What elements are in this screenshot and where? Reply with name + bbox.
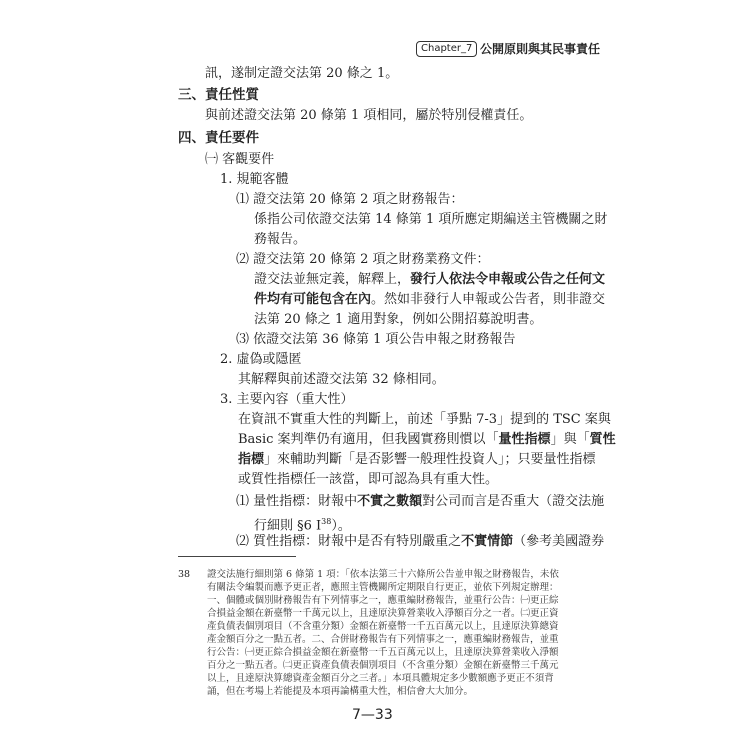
item-1-2-text-b: 件均有可能包含在內。然如非發行人申報或公告者，則非證交 <box>254 292 606 307</box>
section3-heading: 三、責任性質 <box>178 87 259 103</box>
footnote-number: 38 <box>178 569 191 580</box>
item-3-text-d: 或質性指標任一該當，即可認為具有重大性。 <box>238 472 499 487</box>
chapter-label: Chapter_7 <box>416 41 477 57</box>
item-1-2-heading: ⑵ 證交法第 20 條第 2 項之財務業務文件： <box>236 252 490 267</box>
item-3-2-quality: ⑵ 質性指標：財報中是否有特別嚴重之不實情節（參考美國證券 <box>236 534 605 549</box>
item-3-text-a: 在資訊不實重大性的判斷上，前述「爭點 7-3」提到的 TSC 案與 <box>238 412 611 427</box>
item-1-2-text-c: 法第 20 條之 1 適用對象，例如公開招募說明書。 <box>254 312 543 327</box>
item-1-1-text-b: 務報告。 <box>254 232 307 247</box>
footnote-line: 行公告：㈠更正綜合損益金額在新臺幣一千五百萬元以上，且達原決算營業收入淨額 <box>207 647 559 658</box>
item-1-3-heading: ⑶ 依證交法第 36 條第 1 項公告申報之財務報告 <box>236 332 516 347</box>
footnote-divider <box>178 556 296 557</box>
subsection-objective: ㈠ 客觀要件 <box>205 152 275 167</box>
item-1-2-text-a: 證交法並無定義，解釋上，發行人依法令申報或公告之任何文 <box>254 272 606 287</box>
intro-line: 訊，遂制定證交法第 20 條之 1。 <box>205 66 399 81</box>
section4-heading: 四、責任要件 <box>178 130 259 146</box>
footnote-line: 一、個體或個別財務報告有下列情事之一，應重編財務報告，並重行公告：㈠更正綜 <box>207 595 559 606</box>
item-3-text-b: Basic 案判準仍有適用，但我國實務則慣以「量性指標」與「質性 <box>238 432 616 447</box>
footnote-line: 證交法施行細則第 6 條第 1 項：「依本法第三十六條所公告並申報之財務報告，未依 <box>207 569 559 580</box>
page-number: 7—33 <box>352 707 393 723</box>
item-3-1-continued: 行細則 §6 Ⅰ$^{38}$）。 <box>254 517 351 534</box>
item-2-heading: 2. 虛偽或隱匿 <box>220 352 302 367</box>
item-2-text: 其解釋與前述證交法第 32 條相同。 <box>238 372 445 387</box>
footnote-line: 以上，且達原決算總資產金額百分之三者。」本項具體規定多少數額應予更正不須背 <box>207 673 554 684</box>
item-3-text-c: 指標」來輔助判斷「是否影響一般理性投資人」；只要量性指標 <box>238 452 596 467</box>
item-3-1-quantity: ⑴ 量性指標：財報中不實之數額對公司而言是否重大（證交法施 <box>236 494 605 509</box>
footnote-line: 合損益金額在新臺幣一千萬元以上，且達原決算營業收入淨額百分之一者。㈡更正資 <box>207 608 559 619</box>
footnote-line: 有關法令編製而應予更正者，應照主管機關所定期限自行更正，並依下列規定辦理： <box>207 582 559 593</box>
chapter-title: 公開原則與其民事責任 <box>480 42 601 56</box>
item-1-heading: 1. 規範客體 <box>220 172 289 187</box>
item-1-1-heading: ⑴ 證交法第 20 條第 2 項之財務報告： <box>236 192 464 207</box>
footnote-line: 百分之一點五者。㈡更正資產負債表個別項目（不含重分類）金額在新臺幣三千萬元 <box>207 660 559 671</box>
item-1-1-text-a: 係指公司依證交法第 14 條第 1 項所應定期編送主管機關之財 <box>254 212 608 227</box>
section3-text: 與前述證交法第 20 條第 1 項相同，屬於特別侵權責任。 <box>205 108 533 123</box>
footnote-line: 誦，但在考場上若能提及本項再論構重大性，相信會大大加分。 <box>207 686 474 697</box>
footnote-line: 產金額百分之一點五者。二、合併財務報告有下列情事之一，應重編財務報告，並重 <box>207 634 559 645</box>
footnote-line: 產負債表個別項目（不含重分類）金額在新臺幣一千五百萬元以上，且達原決算總資 <box>207 621 559 632</box>
item-3-heading: 3. 主要內容（重大性） <box>220 392 354 407</box>
